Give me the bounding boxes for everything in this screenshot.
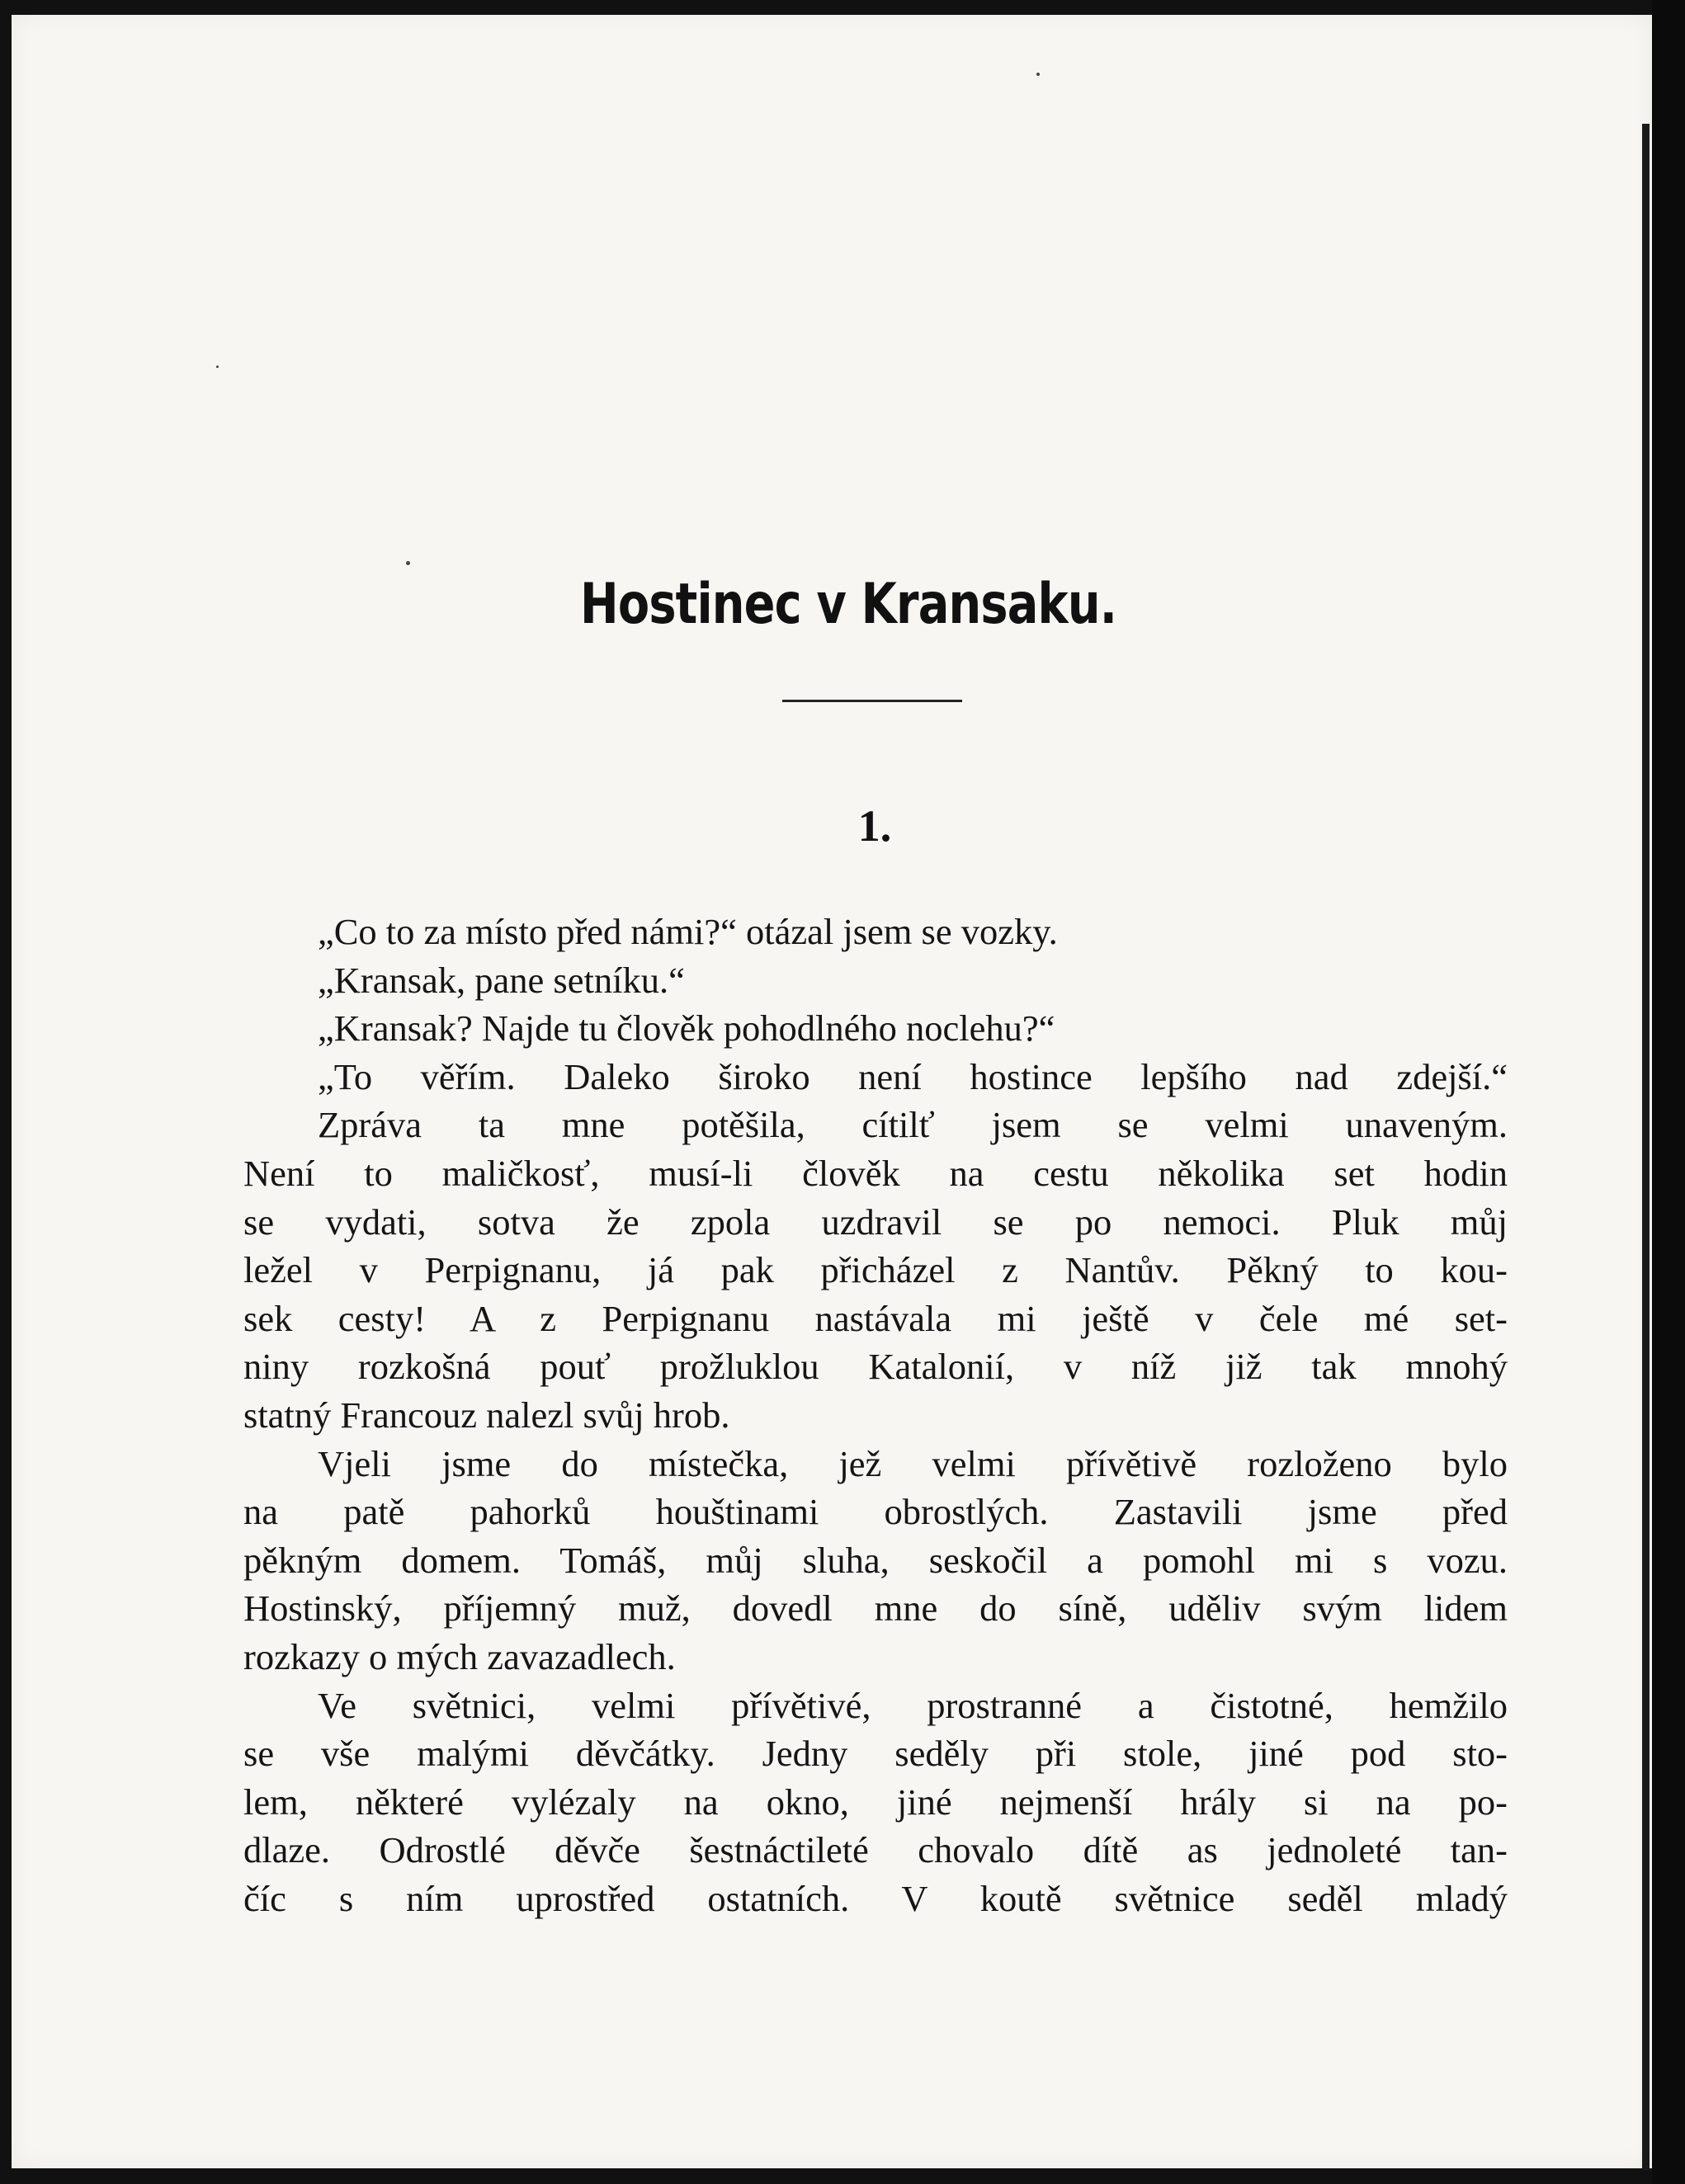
paper-speck: [216, 366, 219, 368]
text-line: lem, některé vylézaly na okno, jiné nejmenší hrály si na po-: [243, 1781, 1508, 1823]
text-line: statný Francouz nalezl svůj hrob.: [243, 1394, 730, 1436]
text-line: Není to maličkosť, musí-li člověk na cestu několika set hodin: [243, 1152, 1508, 1194]
text-line: Hostinský, příjemný muž, dovedl mne do síně, uděliv svým lidem: [243, 1587, 1508, 1630]
text-line: ležel v Perpignanu, já pak přicházel z Nantův. Pěkný to kou-: [243, 1249, 1508, 1291]
text-line: „To věřím. Daleko široko není hostince lepšího nad zdejší.“: [318, 1055, 1508, 1097]
text-line: „Co to za místo před námi?“ otázal jsem se vozky.: [318, 911, 1058, 952]
title-divider: [782, 700, 962, 702]
page-edge-shadow: [1642, 124, 1650, 2170]
text-line: niny rozkošná pouť prožluklou Katalonií, v níž již tak mnohý: [243, 1346, 1508, 1388]
text-line: Vjeli jsme do místečka, jež velmi přívětivě rozloženo bylo: [318, 1442, 1508, 1484]
scan-border: [1652, 0, 1685, 2184]
chapter-number: 1.: [857, 801, 892, 851]
text-line: „Kransak, pane setníku.“: [318, 959, 685, 1001]
text-line: Zpráva ta mne potěšila, cítilť jsem se velmi unaveným.: [318, 1104, 1508, 1146]
text-line: dlaze. Odrostlé děvče šestnáctileté chovalo dítě as jednoleté tan-: [243, 1829, 1508, 1871]
text-line: rozkazy o mých zavazadlech.: [243, 1635, 676, 1677]
text-line: pěkným domem. Tomáš, můj sluha, seskočil a pomohl mi s vozu.: [243, 1539, 1508, 1581]
text-line: Ve světnici, velmi přívětivé, prostranné a čistotné, hemžilo: [318, 1684, 1508, 1726]
paper-speck: [1036, 73, 1040, 76]
page-title: Hostinec v Kransaku.: [579, 572, 1117, 637]
text-line: číc s ním uprostřed ostatních. V koutě světnice seděl mladý: [243, 1877, 1508, 1919]
text-line: na patě pahorků houštinami obrostlých. Zastavili jsme před: [243, 1491, 1508, 1533]
paper-speck: [406, 561, 410, 565]
text-line: sek cesty! A z Perpignanu nastávala mi ještě v čele mé set-: [243, 1297, 1508, 1339]
body-text: [243, 908, 1508, 1922]
text-line: „Kransak? Najde tu člověk pohodlného noclehu?“: [318, 1007, 1055, 1050]
text-line: se vše malými děvčátky. Jedny seděly při stole, jiné pod sto-: [243, 1733, 1508, 1775]
text-line: se vydati, sotva že zpola uzdravil se po nemoci. Pluk můj: [243, 1200, 1508, 1243]
